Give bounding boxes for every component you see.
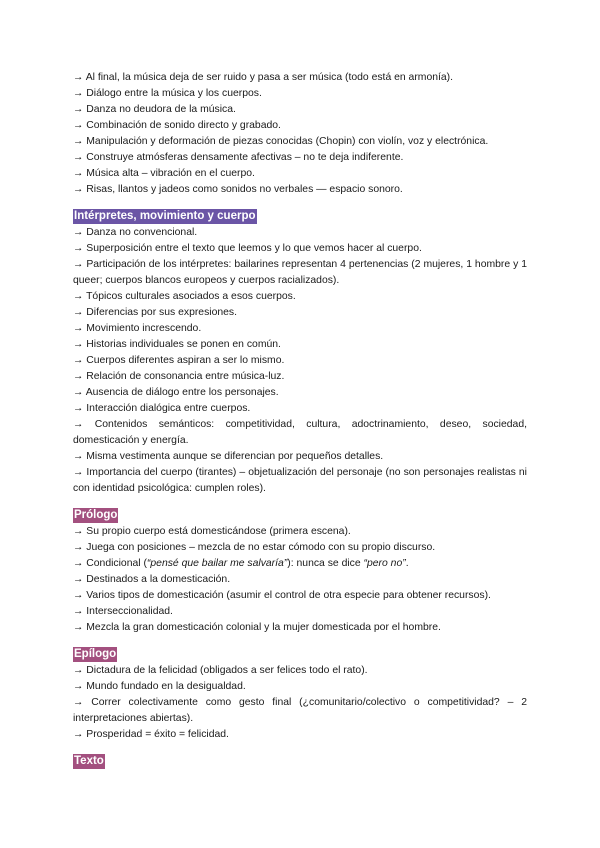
list-item: → Combinación de sonido directo y grabado. (73, 120, 281, 131)
list-item: → Construye atmósferas densamente afectivas – no te deja indiferente. (73, 152, 404, 163)
list-item: → Diferencias por sus expresiones. (73, 307, 238, 318)
quote-text: “pensé que bailar me salvaría” (146, 558, 288, 569)
section-texto (73, 751, 527, 770)
section-heading: Intérpretes, movimiento y cuerpo (74, 210, 256, 222)
list-item: → Cuerpos diferentes aspiran a ser lo mismo. (73, 355, 285, 366)
list-item: → Danza no convencional. (73, 227, 198, 238)
list-item: → Relación de consonancia entre música-luz. (73, 371, 285, 382)
list-item: → Correr colectivamente como gesto final (¿comunitario/colectivo o competitividad? – 2 interpretaciones abiertas). (73, 697, 527, 724)
list-item: → Misma vestimenta aunque se diferencian por pequeños detalles. (73, 451, 384, 462)
text-fragment: → Condicional ( (73, 558, 147, 569)
list-item: → Mezcla la gran domesticación colonial y la mujer domesticada por el hombre. (73, 622, 441, 633)
list-item: → Manipulación y deformación de piezas conocidas (Chopin) con violín, voz y electrónica. (73, 136, 489, 147)
list-item: → Tópicos culturales asociados a esos cuerpos. (73, 291, 296, 302)
list-item: → Prosperidad = éxito = felicidad. (73, 729, 229, 740)
list-item-condicional (73, 556, 527, 572)
list-item: → Dictadura de la felicidad (obligados a ser felices todo el rato). (73, 665, 368, 676)
text-fragment: ): nunca se dice (287, 558, 364, 569)
list-item: → Ausencia de diálogo entre los personajes. (73, 387, 279, 398)
quote-text: “pero no” (363, 558, 406, 569)
list-item: → Diálogo entre la música y los cuerpos. (73, 88, 262, 99)
list-item: → Música alta – vibración en el cuerpo. (73, 168, 255, 179)
list-item: → Historias individuales se ponen en común. (73, 339, 281, 350)
section-interpretes (73, 206, 527, 497)
section-heading: Epílogo (74, 648, 117, 660)
section-prologo (73, 505, 527, 636)
section-heading: Texto (74, 755, 104, 767)
list-item: → Movimiento increscendo. (73, 323, 202, 334)
list-item: → Importancia del cuerpo (tirantes) – objetualización del personaje (no son personajes realistas ni con identidad psicológica: cumplen roles). (73, 467, 527, 494)
document-content (73, 70, 527, 770)
intro-list (73, 70, 527, 198)
list-item: → Varios tipos de domesticación (asumir el control de otra especie para obtener recursos). (73, 590, 491, 601)
list-item: → Contenidos semánticos: competitividad, cultura, adoctrinamiento, deseo, sociedad, domesticación y energía. (73, 419, 527, 446)
list-item: → Su propio cuerpo está domesticándose (primera escena). (73, 526, 351, 537)
list-item: → Risas, llantos y jadeos como sonidos no verbales — espacio sonoro. (73, 184, 403, 195)
list-item: → Al final, la música deja de ser ruido y pasa a ser música (todo está en armonía). (73, 72, 454, 83)
text-fragment: . (405, 558, 409, 569)
list-item: → Juega con posiciones – mezcla de no estar cómodo con su propio discurso. (73, 542, 436, 553)
list-item: → Danza no deudora de la música. (73, 104, 236, 115)
list-item: → Interacción dialógica entre cuerpos. (73, 403, 251, 414)
list-item: → Participación de los intérpretes: bailarines representan 4 pertenencias (2 mujeres, 1 hombre y 1 queer; cuerpos blancos europeos y cuerpos racializados). (73, 259, 527, 286)
list-item: → Superposición entre el texto que leemos y lo que vemos hacer al cuerpo. (73, 243, 422, 254)
section-heading: Prólogo (74, 509, 118, 521)
list-item: → Mundo fundado en la desigualdad. (73, 681, 246, 692)
section-epilogo (73, 644, 527, 743)
list-item: → Interseccionalidad. (73, 606, 173, 617)
list-item: → Destinados a la domesticación. (73, 574, 231, 585)
